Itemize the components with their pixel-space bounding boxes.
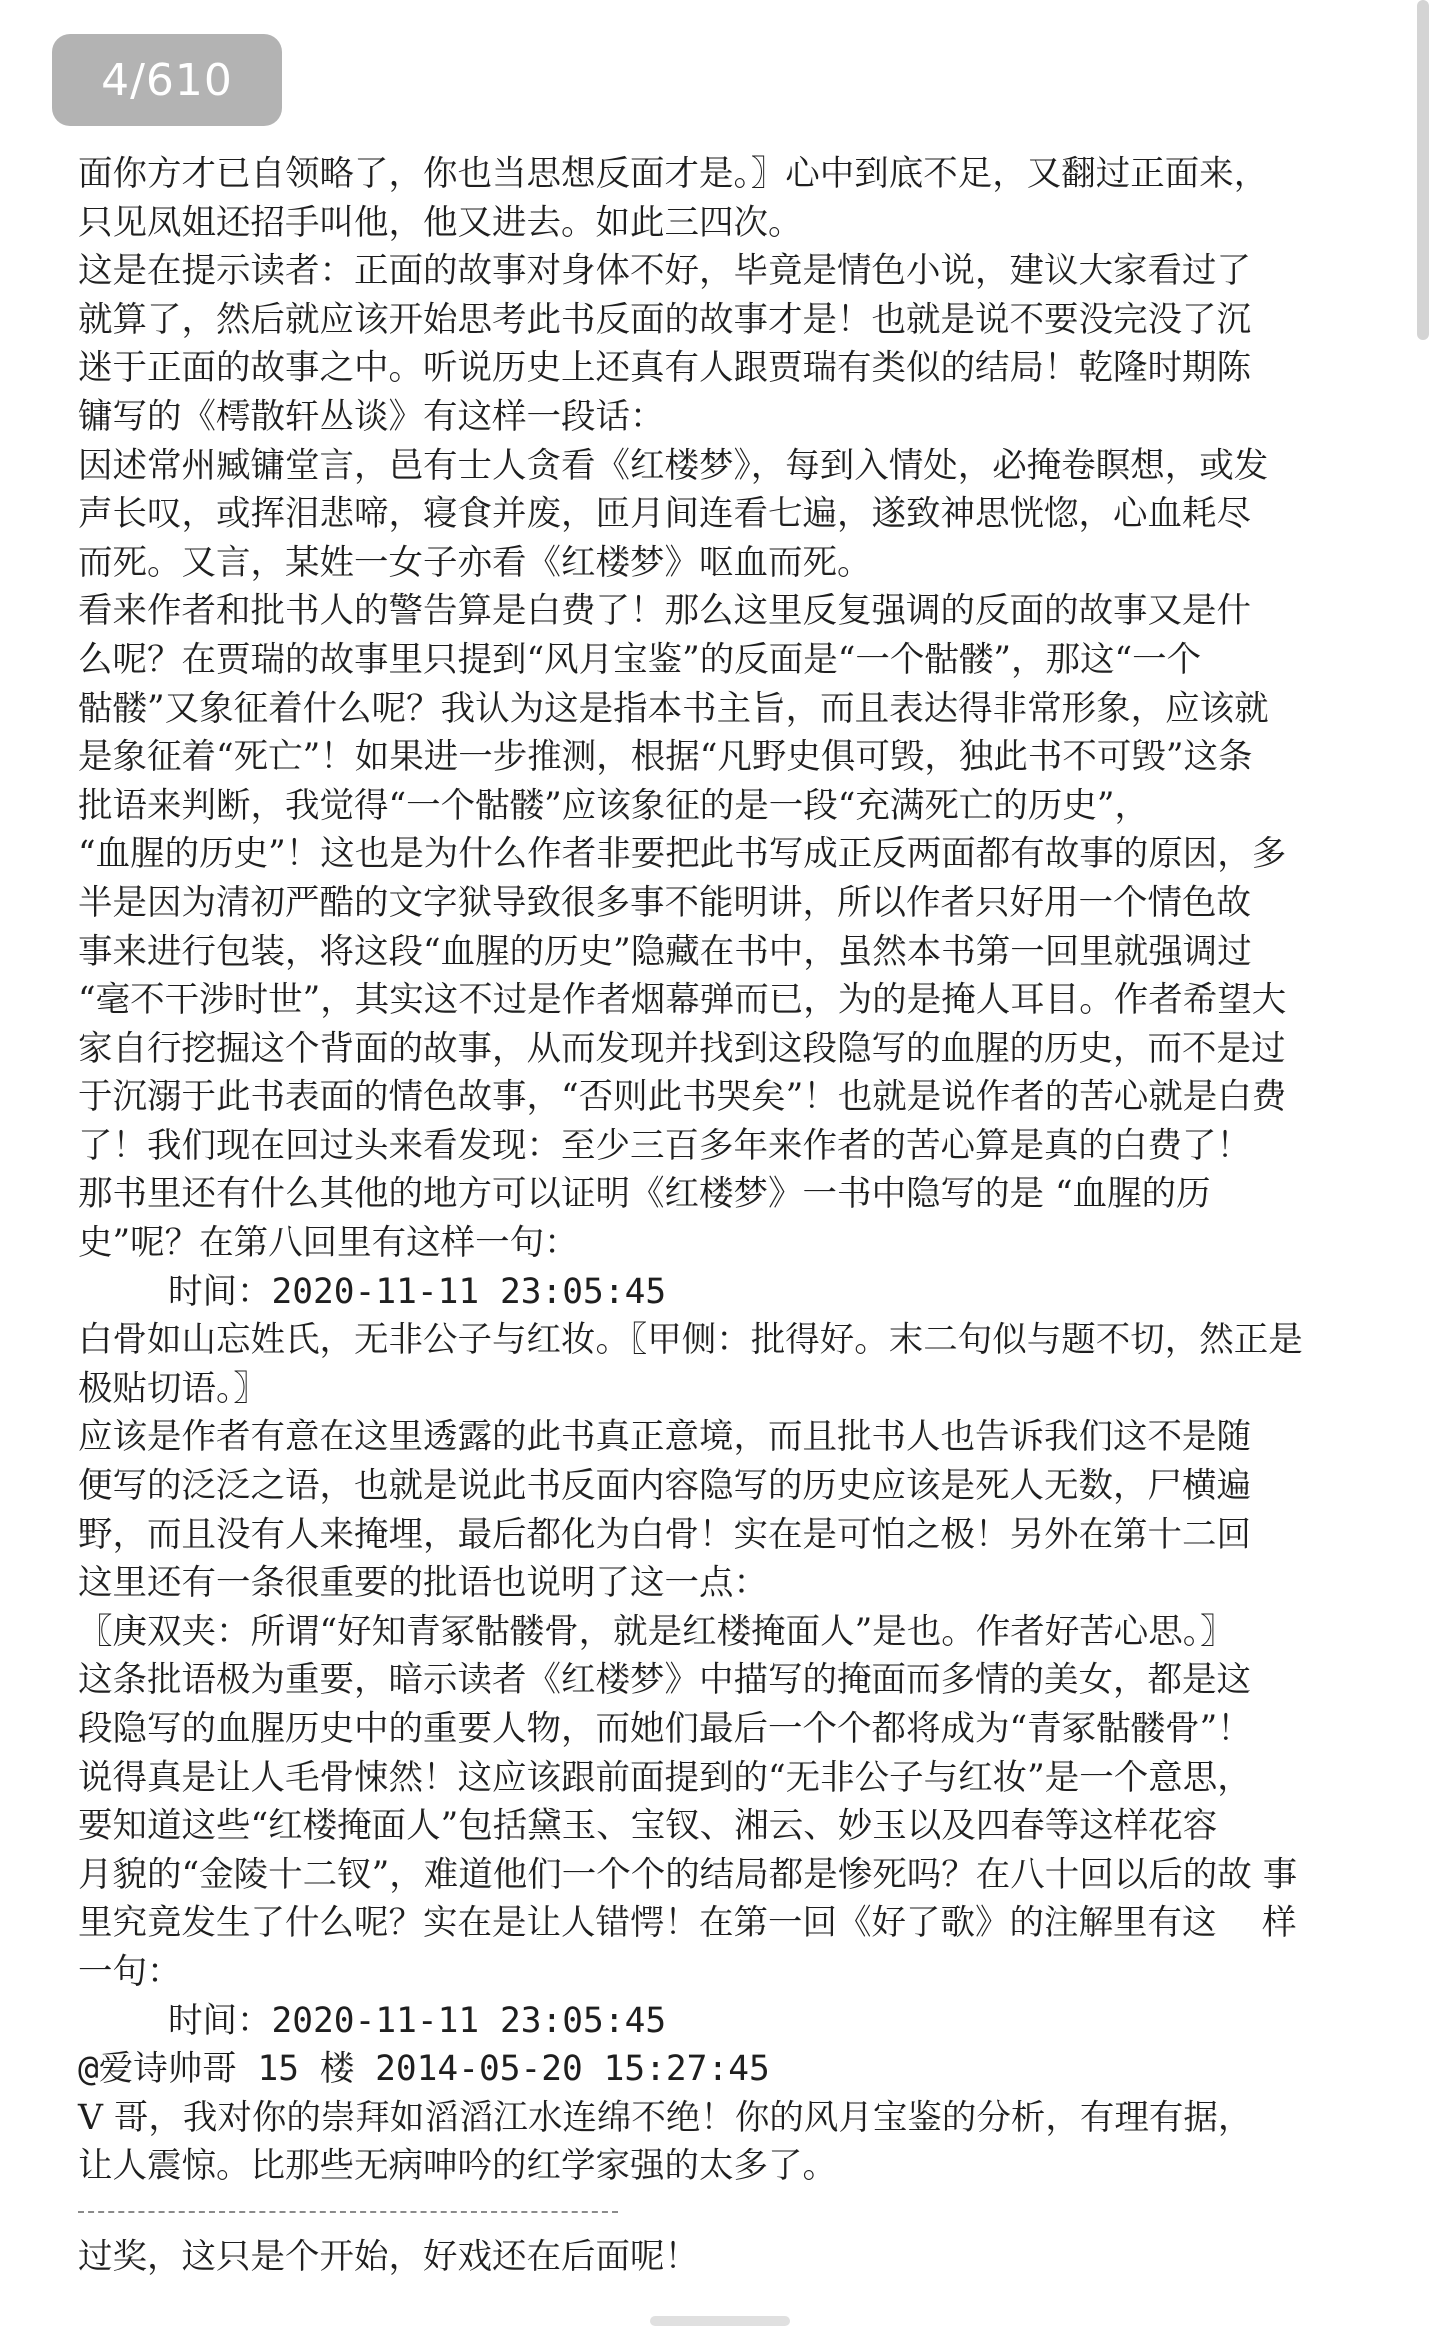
text-line: “血腥的历史”！这也是为什么作者非要把此书写成正反两面都有故事的原因，多 xyxy=(78,834,1287,875)
text-line: 半是因为清初严酷的文字狱导致很多事不能明讲，所以作者只好用一个情色故 xyxy=(78,882,1251,923)
timestamp: 时间：2020-11-11 23:05:45 xyxy=(168,2000,667,2041)
text-line: 那书里还有什么其他的地方可以证明《红楼梦》一书中隐写的是 “血腥的历 xyxy=(78,1174,1211,1215)
text-line: 了！我们现在回过头来看发现：至少三百多年来作者的苦心算是真的白费了！ xyxy=(78,1125,1251,1166)
gesture-bar[interactable] xyxy=(650,2316,790,2326)
text-line: 家自行挖掘这个背面的故事，从而发现并找到这段隐写的血腥的历史，而不是过 xyxy=(78,1028,1286,1069)
response-line: 过奖，这只是个开始，好戏还在后面呢！ xyxy=(78,2236,699,2277)
text-line: 而死。又言，某姓一女子亦看《红楼梦》呕血而死。 xyxy=(78,542,872,583)
text-line: 只见凤姐还招手叫他，他又进去。如此三四次。 xyxy=(78,202,803,243)
text-line: 这条批语极为重要，暗示读者《红楼梦》中描写的掩面而多情的美女，都是这 xyxy=(78,1660,1251,1701)
text-line: 是象征着“死亡”！如果进一步推测，根据“凡野史俱可毁，独此书不可毁”这条 xyxy=(78,737,1253,778)
text-line: 迷于正面的故事之中。听说历史上还真有人跟贾瑞有类似的结局！乾隆时期陈 xyxy=(78,348,1251,389)
scrollbar-thumb[interactable] xyxy=(1417,0,1429,340)
text-line: 要知道这些“红楼掩面人”包括黛玉、宝钗、湘云、妙玉以及四春等这样花容 xyxy=(78,1806,1218,1847)
text-line: 声长叹，或挥泪悲啼，寝食并废，匝月间连看七遍，遂致神思恍惚，心血耗尽 xyxy=(78,494,1251,535)
dashed-divider xyxy=(78,2211,618,2213)
text-line: 看来作者和批书人的警告算是白费了！那么这里反复强调的反面的故事又是什 xyxy=(78,591,1251,632)
text-line: 事来进行包装，将这段“血腥的历史”隐藏在书中，虽然本书第一回里就强调过 xyxy=(78,931,1252,972)
text-line: 白骨如山忘姓氏，无非公子与红妆。〖甲侧：批得好。末二句似与题不切，然正是 xyxy=(78,1320,1303,1361)
text-line: 于沉溺于此书表面的情色故事，“否则此书哭矣”！也就是说作者的苦心就是白费 xyxy=(78,1077,1287,1118)
text-line: “毫不干涉时世”，其实这不过是作者烟幕弹而已，为的是掩人耳目。作者希望大 xyxy=(78,980,1287,1021)
text-line: 这是在提示读者：正面的故事对身体不好，毕竟是情色小说，建议大家看过了 xyxy=(78,251,1251,292)
page-indicator: 4/610 xyxy=(52,34,282,126)
scrollbar[interactable] xyxy=(1417,0,1429,2346)
text-line: 应该是作者有意在这里透露的此书真正意境，而且批书人也告诉我们这不是随 xyxy=(78,1417,1251,1458)
text-line: 段隐写的血腥历史中的重要人物，而她们最后一个个都将成为“青冢骷髅骨”！ xyxy=(78,1709,1252,1749)
text-line: 因述常州臧镛堂言，邑有士人贪看《红楼梦》，每到入情处，必掩卷瞑想，或发 xyxy=(78,445,1269,486)
text-line: 就算了，然后就应该开始思考此书反面的故事才是！也就是说不要没完没了沉 xyxy=(78,299,1251,340)
text-line: 史”呢？在第八回里有这样一句： xyxy=(78,1223,579,1264)
text-line: 骷髅”又象征着什么呢？我认为这是指本书主旨，而且表达得非常形象，应该就 xyxy=(78,688,1269,729)
reply-line: V 哥，我对你的崇拜如滔滔江水连绵不绝！你的风月宝鉴的分析，有理有据， xyxy=(78,2097,1253,2138)
text-line: 〖庚双夹：所谓“好知青冢骷髅骨，就是红楼掩面人”是也。作者好苦心思。〗 xyxy=(78,1611,1235,1652)
text-line: 一句： xyxy=(78,1951,182,1992)
text-line: 月貌的“金陵十二钗”，难道他们一个个的结局都是惨死吗？在八十回以后的故 事 xyxy=(78,1854,1298,1895)
reply-header: @爱诗帅哥 15 楼 2014-05-20 15:27:45 xyxy=(78,2049,770,2090)
text-line: 批语来判断，我觉得“一个骷髅”应该象征的是一段“充满死亡的历史”， xyxy=(78,785,1150,826)
timestamp: 时间：2020-11-11 23:05:45 xyxy=(168,1271,667,1312)
text-line: 野，而且没有人来掩埋，最后都化为白骨！实在是可怕之极！另外在第十二回 xyxy=(78,1514,1251,1555)
text-line: 说得真是让人毛骨悚然！这应该跟前面提到的“无非公子与红妆”是一个意思， xyxy=(78,1757,1252,1798)
text-line: 这里还有一条很重要的批语也说明了这一点： xyxy=(78,1563,768,1604)
article-body xyxy=(78,150,1388,2282)
text-line: 便写的泛泛之语，也就是说此书反面内容隐写的历史应该是死人无数，尸横遍 xyxy=(78,1466,1251,1507)
text-line: 里究竟发生了什么呢？实在是让人错愕！在第一回《好了歌》的注解里有这 样 xyxy=(78,1903,1297,1944)
text-line: 镛写的《樗散轩丛谈》有这样一段话： xyxy=(78,396,665,437)
reply-line: 让人震惊。比那些无病呻吟的红学家强的太多了。 xyxy=(78,2146,837,2187)
text-line: 么呢？在贾瑞的故事里只提到“风月宝鉴”的反面是“一个骷髅”，那这“一个 xyxy=(78,639,1202,680)
text-line: 面你方才已自领略了，你也当思想反面才是。〗心中到底不足，又翻过正面来， xyxy=(78,154,1269,194)
text-line: 极贴切语。〗 xyxy=(78,1368,268,1409)
